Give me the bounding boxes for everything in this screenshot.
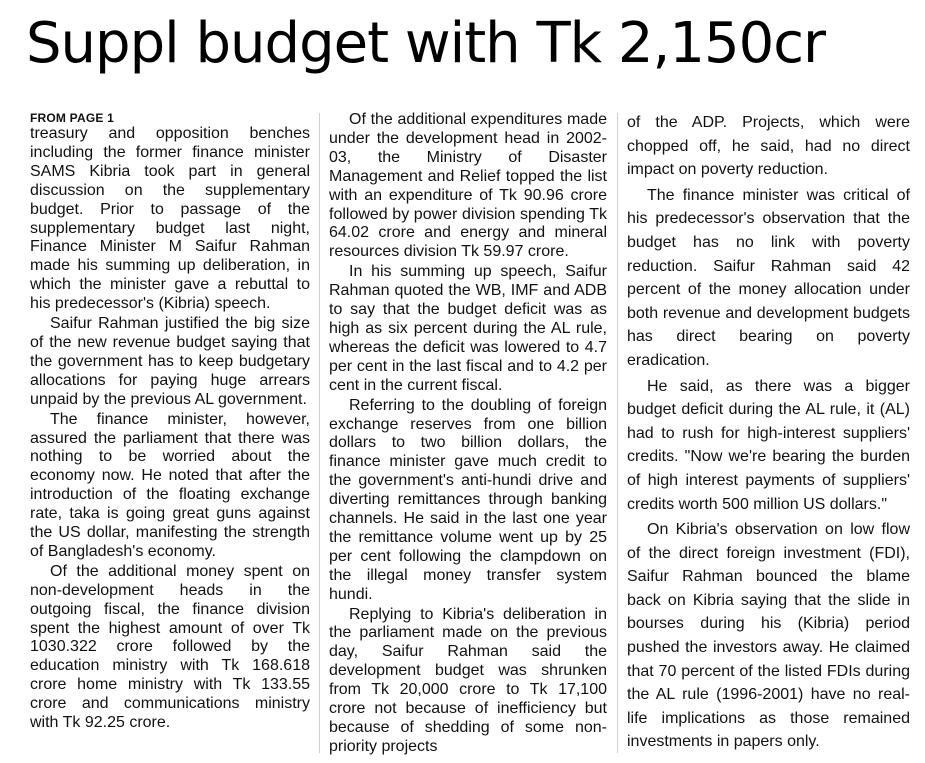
article-column-3 bbox=[627, 111, 910, 756]
article-paragraph: Of the additional money spent on non-development heads in the outgoing fiscal, the finance division spent the highest amount of over Tk 1030.322 crore followed by the education ministry with Tk 168.618 crore home ministry with Tk 133.55 crore and communications ministry with Tk 92.25 crore. bbox=[30, 562, 310, 732]
article-paragraph: Referring to the doubling of foreign exchange reserves from one billion dollars to two billion dollars, the finance minister gave much credit to the government's anti-hundi drive and diverting remittances through banking channels. He said in the last one year the remittance volume went up by 25 per cent following the clampdown on the illegal money transfer system hundi. bbox=[329, 396, 607, 603]
article-paragraph: Replying to Kibria's deliberation in the parliament made on the previous day, Saifur Rahman said the development budget was shrunken from Tk 20,000 crore to Tk 17,100 crore not because of inefficiency but because of shedding of some non-priority projects bbox=[329, 605, 607, 755]
article-paragraph: The finance minister, however, assured the parliament that there was nothing to be worried about the economy now. He noted that after the introduction of the floating exchange rate, taka is going great guns against the US dollar, manifesting the strength of Bangladesh's economy. bbox=[30, 410, 310, 560]
article-column-2 bbox=[329, 111, 607, 756]
article-paragraph: He said, as there was a bigger budget deficit during the AL rule, it (AL) had to rush for high-interest suppliers' credits. "Now we're bearing the burden of high interest payments of suppliers' credits worth 500 million US dollars." bbox=[627, 377, 910, 513]
column-divider bbox=[617, 113, 618, 753]
article-paragraph: On Kibria's observation on low flow of the direct foreign investment (FDI), Saifur Rahman bounced the blame back on Kibria saying that the slide in bourses during his (Kibria) period pushed the investors away. He claimed that 70 percent of the listed FDIs during the AL rule (1996-2001) have no real-life implications as those remained investments in papers only. bbox=[627, 521, 910, 751]
article-paragraph: Saifur Rahman justified the big size of the new revenue budget saying that the government has to keep budgetary allocations for paying huge arrears unpaid by the previous AL government. bbox=[30, 315, 310, 408]
column-divider bbox=[319, 113, 320, 753]
article-column-1 bbox=[30, 111, 310, 756]
article-paragraph: of the ADP. Projects, which were chopped off, he said, had no direct impact on poverty reduction. bbox=[627, 114, 910, 179]
article-body bbox=[30, 111, 910, 756]
headline: Suppl budget with Tk 2,150cr bbox=[26, 11, 826, 76]
article-paragraph: In his summing up speech, Saifur Rahman quoted the WB, IMF and ADB to say that the budget deficit was as high as six percent during the AL rule, whereas the deficit was lowered to 4.7 per cent in the last fiscal and to 4.2 per cent in the current fiscal. bbox=[329, 263, 607, 394]
continuation-kicker: FROM PAGE 1 bbox=[30, 111, 114, 125]
article-paragraph: treasury and opposition benches including the former finance minister SAMS Kibria took part in general discussion on the supplementary budget. Prior to passage of the supplementary budget last night, Finance Minister M Saifur Rahman made his summing up deliberation, in which the minister gave a rebuttal to his predecessor's (Kibria) speech. bbox=[30, 125, 310, 313]
article-paragraph: Of the additional expenditures made under the development head in 2002-03, the Ministry of Disaster Management and Relief topped the list with an expenditure of Tk 90.96 crore followed by power division spending Tk 64.02 crore and energy and mineral resources division Tk 59.97 crore. bbox=[329, 111, 607, 261]
article-paragraph: The finance minister was critical of his predecessor's observation that the budget has no link with poverty reduction. Saifur Rahman said 42 percent of the money allocation under both revenue and development budgets has direct bearing on poverty eradication. bbox=[627, 186, 910, 369]
